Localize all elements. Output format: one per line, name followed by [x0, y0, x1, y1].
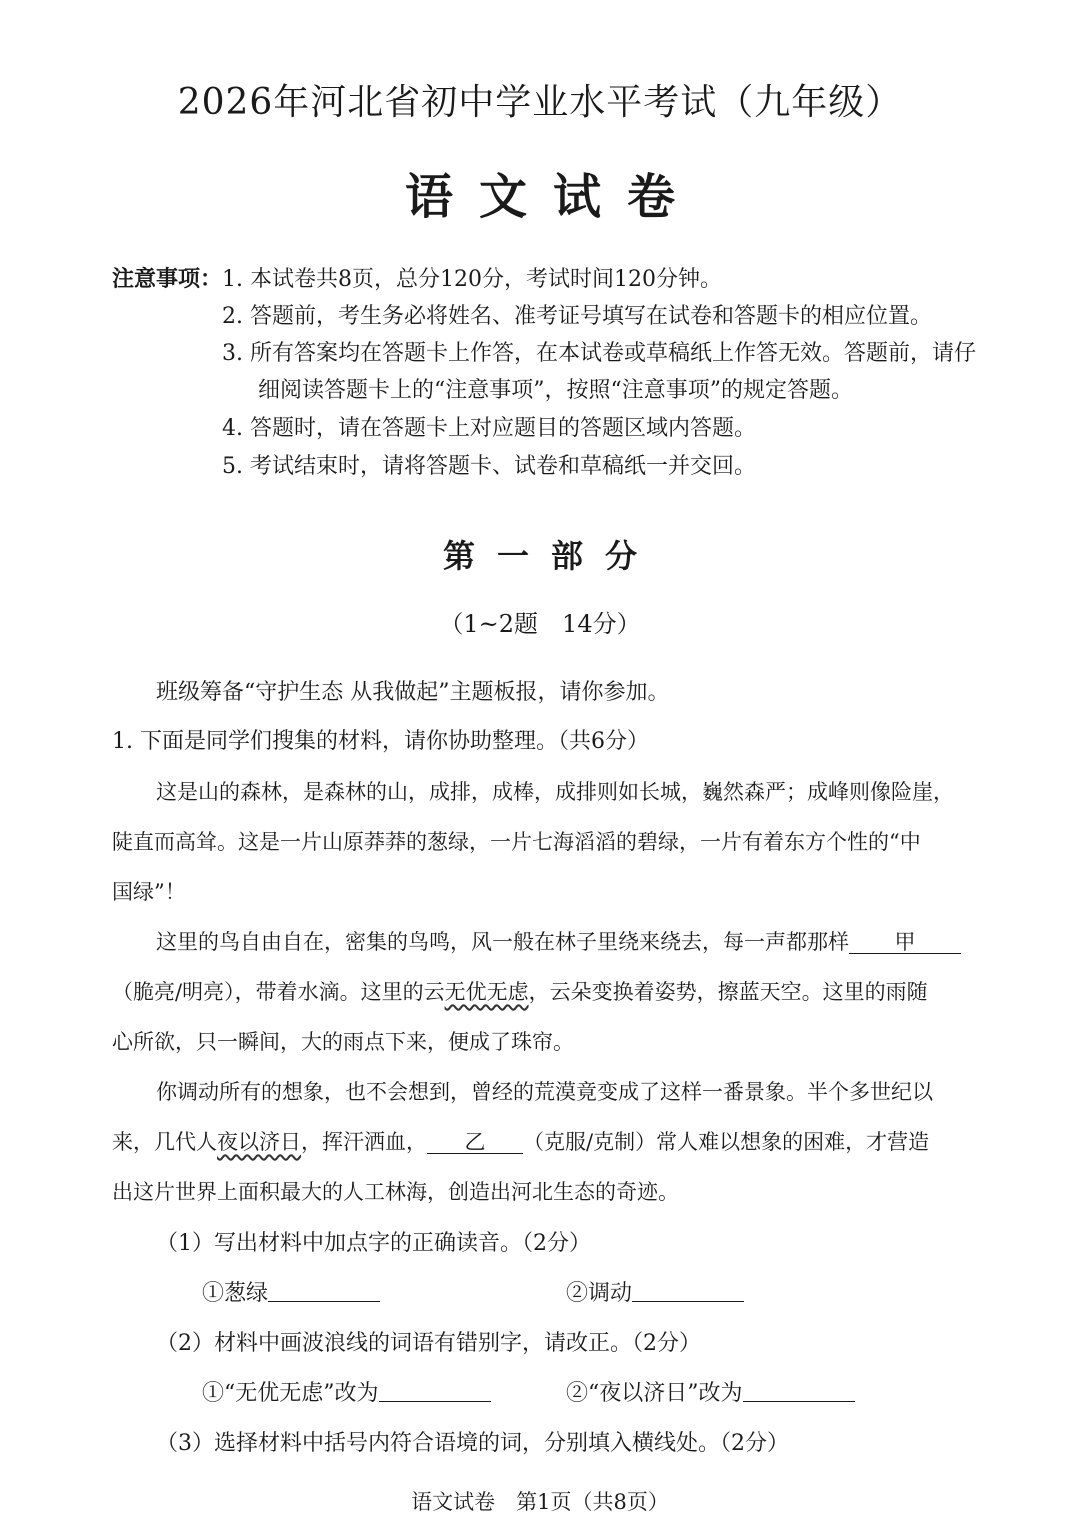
sub2-blank-a[interactable] [379, 1379, 491, 1402]
material-p3-line1: 你调动所有的想象，也不会想到，曾经的荒漠竟变成了这样一番景象。半个多世纪以 [156, 1080, 933, 1104]
notice-item-3-cont: 细阅读答题卡上的“注意事项”，按照“注意事项”的规定答题。 [258, 378, 853, 403]
notice-item-1: 1. 本试卷共8页，总分120分，考试时间120分钟。 [222, 267, 722, 292]
part-subtitle: （1~2题 14分） [439, 610, 641, 638]
material-p2-line2 [112, 976, 1012, 1006]
material-p3-line3: 出这片世界上面积最大的人工林海，创造出河北生态的奇迹。 [112, 1180, 679, 1204]
blank-yi: 乙 [427, 1131, 523, 1154]
material-p3-line2 [112, 1126, 1012, 1156]
material-p2-line1 [156, 926, 1056, 956]
page-footer: 语文试卷 第1页（共8页） [411, 1490, 669, 1514]
sub1-blank-a[interactable] [268, 1279, 380, 1302]
blank-jia: 甲 [849, 931, 961, 954]
sub-question-2: （2）材料中画波浪线的词语有错别字，请改正。（2分） [156, 1331, 701, 1356]
sub2-blank-b[interactable] [743, 1379, 855, 1402]
sub2-text-a: ①“无优无虑”改为 [202, 1381, 379, 1406]
material-p2-line2-text-a: （脆亮/明亮），带着水滴。这里的云 [112, 980, 445, 1004]
material-p1-line2: 陡直而高耸。这是一片山原莽莽的葱绿，一片七海滔滔的碧绿，一片有着东方个性的“中 [112, 830, 921, 854]
notice-item-4: 4. 答题时，请在答题卡上对应题目的答题区域内答题。 [222, 416, 756, 441]
notice-item-3: 3. 所有答案均在答题卡上作答，在本试卷或草稿纸上作答无效。答题前，请仔 [222, 341, 976, 366]
sub-question-1: （1）写出材料中加点字的正确读音。（2分） [156, 1231, 591, 1256]
subject-title: 语文试卷 [404, 169, 701, 225]
sub-question-3: （3）选择材料中括号内符合语境的词，分别填入横线处。（2分） [156, 1431, 789, 1456]
sub1-blank-b[interactable] [632, 1279, 744, 1302]
material-p2-line3: 心所欲，只一瞬间，大的雨点下来，便成了珠帘。 [112, 1030, 574, 1054]
intro-text: 班级筹备“守护生态 从我做起”主题板报，请你参加。 [156, 680, 670, 705]
material-p3-line2-text-a: 来，几代人 [112, 1130, 217, 1154]
material-p2-line1-text: 这里的鸟自由自在，密集的鸟鸣，风一般在林子里绕来绕去，每一声都那样 [156, 930, 849, 954]
sub2-text-b: ②“夜以济日”改为 [566, 1381, 743, 1406]
material-p1-line1: 这是山的森林，是森林的山，成排，成棒，成排则如长城，巍然森严；成峰则像险崖， [156, 780, 954, 804]
sub1-word-b: ②调动 [566, 1281, 633, 1306]
part-title: 第一部分 [442, 537, 659, 575]
notice-item-2: 2. 答题前，考生务必将姓名、准考证号填写在试卷和答题卡的相应位置。 [222, 304, 932, 329]
sub1-answer-a [202, 1276, 380, 1307]
notice-item-5: 5. 考试结束时，请将答题卡、试卷和草稿纸一并交回。 [222, 454, 756, 479]
material-p3-line2-text-c: （克服/克制）常人难以想象的困难，才营造 [523, 1130, 930, 1154]
sub2-answer-a [202, 1376, 491, 1407]
material-p3-line2-text-b: ，挥汗洒血， [301, 1130, 427, 1154]
notice-label: 注意事项： [112, 266, 223, 292]
wavy-word-1: 无优无虑 [444, 980, 529, 1004]
material-p2-line2-text-b: ，云朵变换着姿势，擦蓝天空。这里的雨随 [528, 980, 928, 1004]
exam-title: 2026年河北省初中学业水平考试（九年级） [177, 82, 903, 123]
sub1-word-a: ①葱绿 [202, 1281, 269, 1306]
material-p1-line3: 国绿”！ [112, 880, 186, 904]
question-1-stem: 1. 下面是同学们搜集的材料，请你协助整理。（共6分） [112, 729, 649, 754]
sub1-answer-b [566, 1276, 744, 1307]
sub2-answer-b [566, 1376, 855, 1407]
wavy-word-2: 夜以济日 [217, 1130, 301, 1154]
